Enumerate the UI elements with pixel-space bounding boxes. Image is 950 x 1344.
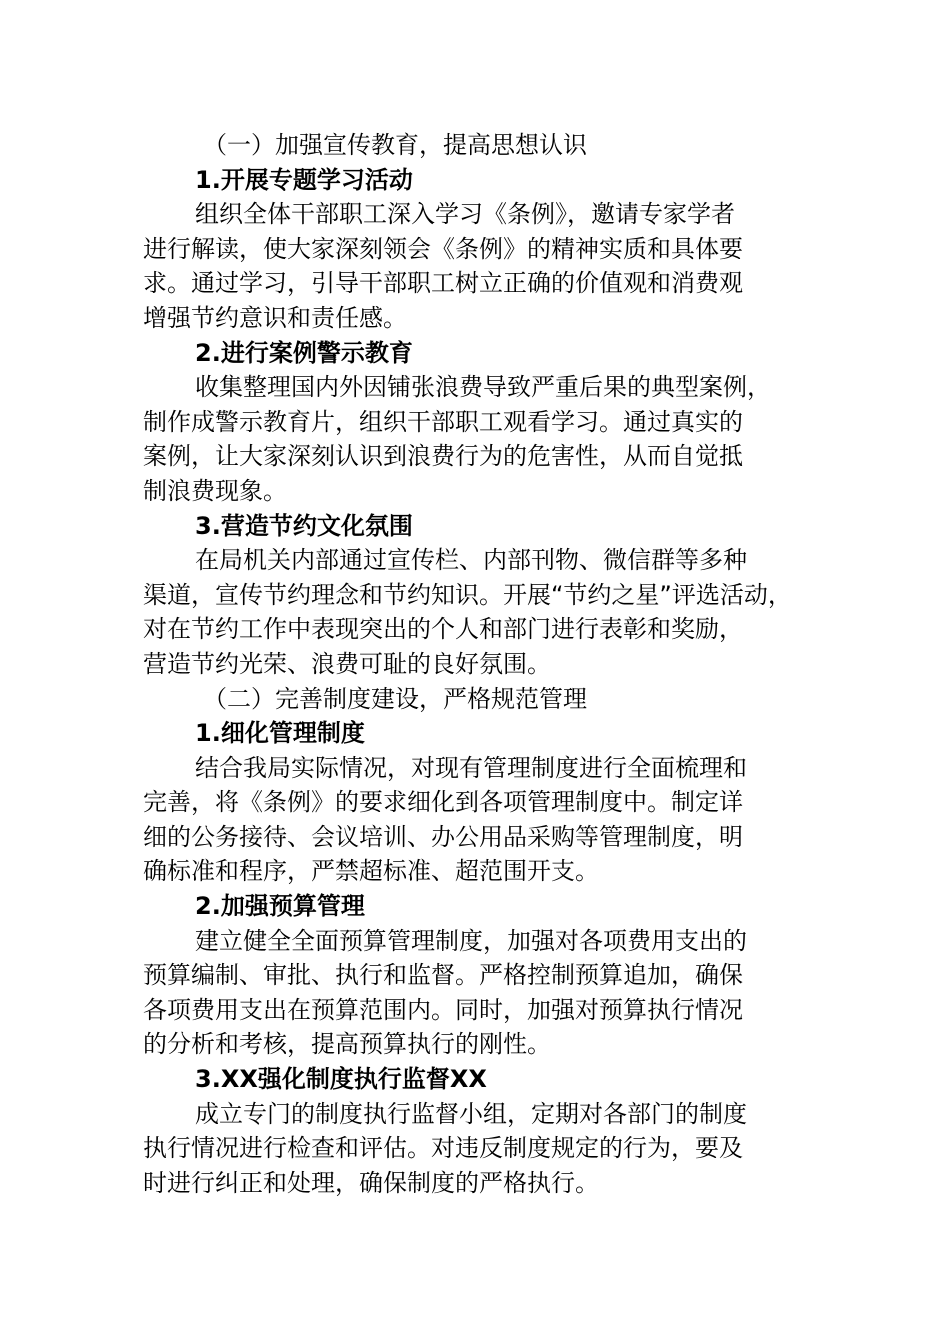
paragraph-line: 在局机关内部通过宣传栏、内部刊物、微信群等多种 [195, 546, 747, 575]
paragraph-line: 营造节约光荣、浪费可耻的良好氛围。 [143, 649, 551, 678]
paragraph-line: 确标准和程序，严禁超标准、超范围开支。 [143, 857, 599, 886]
subsection-heading: 3.XX强化制度执行监督XX [195, 1065, 487, 1094]
paragraph-line: 收集整理国内外因铺张浪费导致严重后果的典型案例， [195, 373, 771, 402]
paragraph-line: 渠道，宣传节约理念和节约知识。开展“节约之星”评选活动， [143, 580, 792, 609]
paragraph-line: 细的公务接待、会议培训、办公用品采购等管理制度，明 [143, 822, 743, 851]
subsection-heading: 1.细化管理制度 [195, 719, 365, 748]
paragraph-line: 结合我局实际情况，对现有管理制度进行全面梳理和 [195, 753, 747, 782]
paragraph-line: 执行情况进行检查和评估。对违反制度规定的行为，要及 [143, 1134, 743, 1163]
paragraph-line: 预算编制、审批、执行和监督。严格控制预算追加，确保 [143, 961, 743, 990]
paragraph-line: 进行解读，使大家深刻领会《条例》的精神实质和具体要 [143, 234, 743, 263]
section-heading: （二）完善制度建设，严格规范管理 [203, 684, 587, 713]
subsection-heading: 1.开展专题学习活动 [195, 165, 413, 194]
paragraph-line: 组织全体干部职工深入学习《条例》，邀请专家学者 [195, 200, 735, 229]
paragraph-line: 完善，将《条例》的要求细化到各项管理制度中。制定详 [143, 788, 743, 817]
subsection-heading: 3.营造节约文化氛围 [195, 511, 413, 540]
subsection-heading: 2.加强预算管理 [195, 892, 365, 921]
subsection-heading: 2.进行案例警示教育 [195, 338, 413, 367]
document-body [143, 128, 813, 1200]
paragraph-line: 各项费用支出在预算范围内。同时，加强对预算执行情况 [143, 995, 743, 1024]
paragraph-line: 建立健全全面预算管理制度，加强对各项费用支出的 [195, 926, 747, 955]
paragraph-line: 案例，让大家深刻认识到浪费行为的危害性，从而自觉抵 [143, 442, 743, 471]
paragraph-line: 对在节约工作中表现突出的个人和部门进行表彰和奖励， [143, 615, 743, 644]
section-heading: （一）加强宣传教育，提高思想认识 [203, 131, 587, 159]
paragraph-line: 求。通过学习，引导干部职工树立正确的价值观和消费观 [143, 269, 743, 298]
paragraph-line: 制作成警示教育片，组织干部职工观看学习。通过真实的 [143, 407, 743, 436]
paragraph-line: 成立专门的制度执行监督小组，定期对各部门的制度 [195, 1099, 747, 1128]
paragraph-line: 时进行纠正和处理，确保制度的严格执行。 [143, 1168, 599, 1197]
paragraph-line: 的分析和考核，提高预算执行的刚性。 [143, 1030, 551, 1059]
paragraph-line: 制浪费现象。 [143, 476, 287, 505]
paragraph-line: 增强节约意识和责任感。 [143, 303, 407, 332]
